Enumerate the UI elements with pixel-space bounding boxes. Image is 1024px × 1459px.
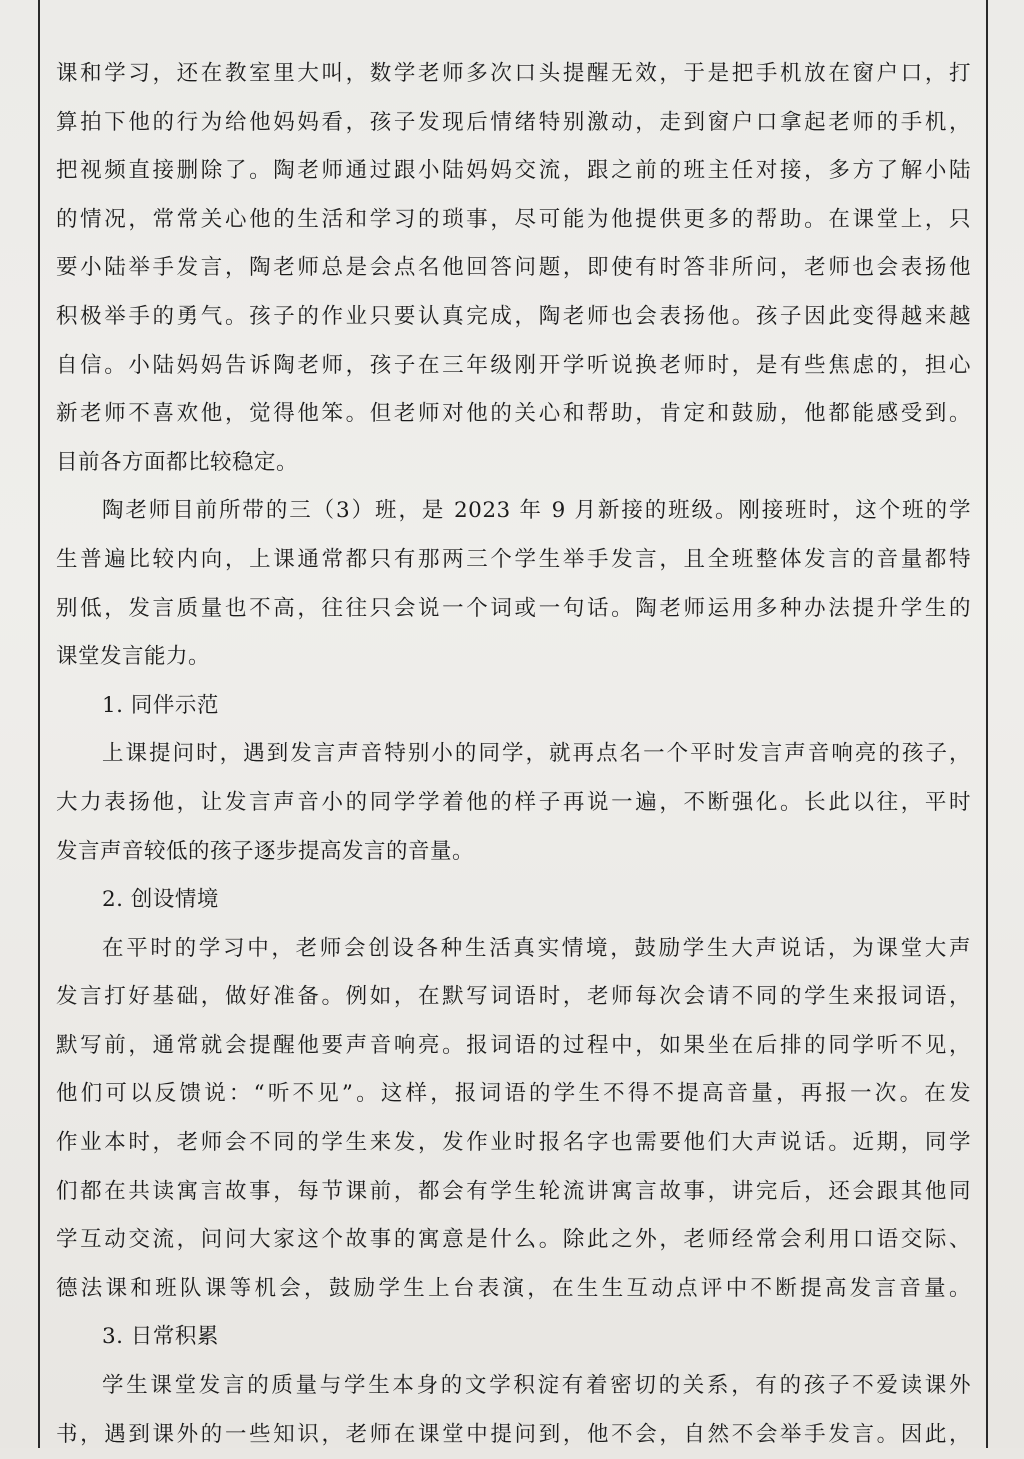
text-line: 课堂发言能力。 — [56, 644, 211, 670]
section-heading: 2. 创设情境 — [102, 887, 219, 913]
text-line: 书，遇到课外的一些知识，老师在课堂中提问到，他不会，自然不会举手发言。因此， — [56, 1421, 971, 1447]
text-line: 作业本时，老师会不同的学生来发，发作业时报名字也需要他们大声说话。近期，同学 — [56, 1130, 971, 1156]
text-line: 默写前，通常就会提醒他要声音响亮。报词语的过程中，如果坐在后排的同学听不见， — [56, 1032, 971, 1058]
text-line: 们都在共读寓言故事，每节课前，都会有学生轮流讲寓言故事，讲完后，还会跟其他同 — [56, 1178, 971, 1204]
text-line: 发言声音较低的孩子逐步提高发言的音量。 — [56, 838, 475, 864]
text-line: 积极举手的勇气。孩子的作业只要认真完成，陶老师也会表扬他。孩子因此变得越来越 — [56, 303, 971, 329]
text-line: 自信。小陆妈妈告诉陶老师，孩子在三年级刚开学听说换老师时，是有些焦虑的，担心 — [56, 352, 971, 378]
text-line: 的情况，常常关心他的生活和学习的琐事，尽可能为他提供更多的帮助。在课堂上，只 — [56, 206, 971, 232]
text-line: 他们可以反馈说：“听不见”。这样，报词语的学生不得不提高音量，再报一次。在发 — [56, 1081, 971, 1107]
text-line: 学生课堂发言的质量与学生本身的文学积淀有着密切的关系，有的孩子不爱读课外 — [102, 1373, 971, 1399]
text-line: 德法课和班队课等机会，鼓励学生上台表演，在生生互动点评中不断提高发言音量。 — [56, 1275, 971, 1301]
text-line: 把视频直接删除了。陶老师通过跟小陆妈妈交流，跟之前的班主任对接，多方了解小陆 — [56, 158, 971, 184]
section-heading: 3. 日常积累 — [102, 1324, 219, 1350]
text-line: 陶老师目前所带的三（3）班，是 2023 年 9 月新接的班级。刚接班时，这个班的学 — [102, 498, 971, 524]
text-line: 算拍下他的行为给他妈妈看，孩子发现后情绪特别激动，走到窗户口拿起老师的手机， — [56, 109, 971, 135]
text-line: 目前各方面都比较稳定。 — [56, 449, 299, 475]
section-heading: 1. 同伴示范 — [102, 692, 219, 718]
text-line: 大力表扬他，让发言声音小的同学学着他的样子再说一遍，不断强化。长此以往，平时 — [56, 789, 971, 815]
text-line: 上课提问时，遇到发言声音特别小的同学，就再点名一个平时发言声音响亮的孩子， — [102, 741, 971, 767]
text-line: 别低，发言质量也不高，往往只会说一个词或一句话。陶老师运用多种办法提升学生的 — [56, 595, 971, 621]
text-line: 新老师不喜欢他，觉得他笨。但老师对他的关心和帮助，肯定和鼓励，他都能感受到。 — [56, 401, 971, 427]
text-line: 要小陆举手发言，陶老师总是会点名他回答问题，即使有时答非所问，老师也会表扬他 — [56, 255, 971, 281]
text-line: 发言打好基础，做好准备。例如，在默写词语时，老师每次会请不同的学生来报词语， — [56, 984, 971, 1010]
document-body — [56, 50, 971, 1459]
text-line: 课和学习，还在教室里大叫，数学老师多次口头提醒无效，于是把手机放在窗户口，打 — [56, 61, 971, 86]
text-line: 在平时的学习中，老师会创设各种生活真实情境，鼓励学生大声说话，为课堂大声 — [102, 935, 971, 961]
text-line: 学互动交流，问问大家这个故事的寓意是什么。除此之外，老师经常会利用口语交际、 — [56, 1227, 971, 1253]
text-line: 生普遍比较内向，上课通常都只有那两三个学生举手发言，且全班整体发言的音量都特 — [56, 546, 971, 572]
